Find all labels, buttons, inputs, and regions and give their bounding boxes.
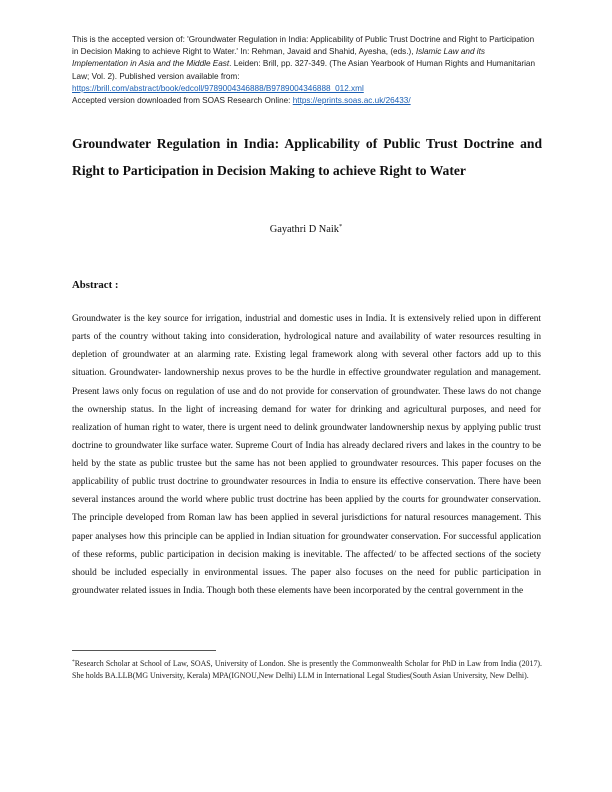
paper-title: Groundwater Regulation in India: Applicability of Public Trust Doctrine and Right to Participation in Decision Making to achieve Right to Water (72, 136, 542, 178)
footnote-text: Research Scholar at School of Law, SOAS, University of London. She is presently the Commonwealth Scholar for PhD in Law from India (2017). She holds BA.LLB(MG University, Kerala) MPA(IGNOU,New Delhi) LLM in International Legal Studies(South Asian University, New Delhi). (72, 659, 542, 681)
citation-intro: This is the accepted version of: 'Groundwater Regulation in India: Applicability of Public Trust Doctrine and Right to Participation in Decision Making to achieve Right to Water.' In: Rehman, Javaid and Shahid, Ayesha, (eds.), (72, 35, 535, 57)
abstract-body: Groundwater is the key source for irrigation, industrial and domestic uses in India. It is extensively relied upon in different parts of the country without taking into consideration, hydrological nature and availability of water resources resulting in depletion of groundwater at an alarming rate. Existing legal framework along with several other factors add up to this situation. Groundwater- landownership nexus proves to be the hurdle in effective groundwater regulation and management. Present laws only focus on regulation of use and do not provide for conservation of groundwater. These laws do not change the ownership status. In the light of increasing demand for water for drinking and agricultural purposes, and need for realization of human right to water, there is urgent need to delink groundwater landownership nexus by applying public trust doctrine to groundwater like surface water. Supreme Court of India has already declared rivers and lakes in the country to be held by the state as public trustee but the same has not been applied to groundwater resources. This paper focuses on the applicability of public trust doctrine to groundwater resources in India to ensure its effective conservation. There have been several instances around the world where public trust doctrine has been applied by the courts for groundwater conservation. The principle developed from Roman law has been applied in several jurisdictions for natural resources management. This paper analyses how this principle can be applied in Indian situation for groundwater conservation. For successful application of these reforms, public participation in decision making is inevitable. The affected/ to be affected sections of the society should be included especially in environmental issues. The paper also focuses on the need for public participation in groundwater related issues in India. Though both these elements have been incorporated by the central government in the (72, 314, 541, 596)
footnote-divider (72, 650, 216, 651)
author-footnote (72, 656, 542, 683)
author-line (0, 223, 612, 235)
accepted-version-notice (72, 34, 542, 107)
author-name: Gayathri D Naik (269, 224, 339, 235)
soas-research-online-link[interactable]: https://eprints.soas.ac.uk/26433/ (292, 96, 411, 106)
downloaded-from-text: Accepted version downloaded from SOAS Research Online: (72, 96, 293, 106)
author-footnote-mark[interactable]: * (339, 223, 343, 230)
footnote-mark: * (72, 659, 75, 665)
book-title: Islamic Law and its Implementation in Asia and the Middle East (72, 47, 485, 69)
publisher-info: . Leiden: Brill, pp. 327-349. (The Asian Yearbook of Human Rights and Humanitarian Law; Vol. 2). Published version available from: (72, 59, 536, 81)
published-version-link[interactable]: https://brill.com/abstract/book/edcoll/9789004346888/B9789004346888_012.xml (72, 83, 364, 93)
abstract-heading: Abstract : (72, 279, 119, 291)
